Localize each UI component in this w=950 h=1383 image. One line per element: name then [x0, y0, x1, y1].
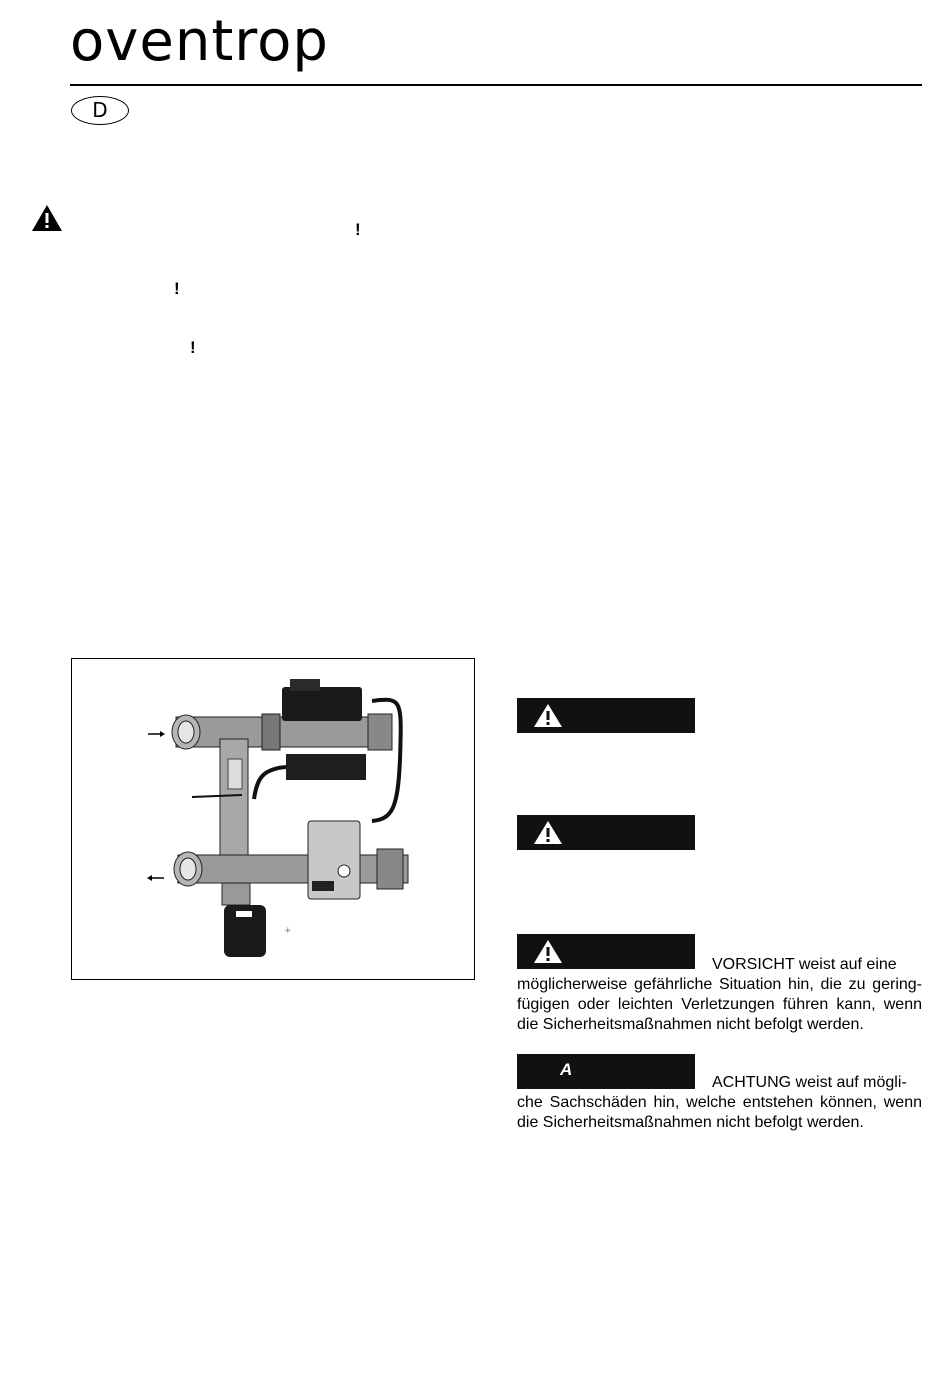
- pump-station-illustration: [72, 659, 474, 979]
- svg-text:+: +: [284, 926, 292, 936]
- product-figure: [71, 658, 475, 980]
- caution-note-text: möglicherweise gefährliche Situation hin, die zu gering-fügigen oder leichten Verletzungen führen kann, wenn die Sicherheitsmaßnahmen nicht befolgt werden.: [517, 976, 922, 1033]
- exclamation-mark: !: [174, 279, 180, 298]
- warning-bar: [517, 698, 695, 733]
- exclamation-mark: !: [355, 220, 361, 239]
- header-rule: [70, 84, 922, 86]
- attention-note-text: che Sachschäden hin, welche entstehen können, wenn die Sicherheitsmaßnahmen nicht befolgt werden.: [517, 1094, 922, 1131]
- caution-note: [517, 955, 922, 1035]
- attention-a-icon: A: [560, 1060, 573, 1079]
- warning-triangle-icon: [31, 204, 63, 232]
- flow-out-arrow: [147, 875, 164, 881]
- warning-triangle-icon: [533, 820, 563, 845]
- language-badge: D: [71, 96, 129, 125]
- warning-bar: [517, 815, 695, 850]
- attention-note: [517, 1073, 922, 1133]
- attention-note-first-line: ACHTUNG weist auf mögli-: [712, 1074, 907, 1091]
- warning-triangle-icon: [533, 703, 563, 728]
- flow-in-arrow: [148, 731, 165, 737]
- caution-note-first-line: VORSICHT weist auf eine: [712, 956, 897, 973]
- brand-logo: oventrop: [70, 9, 329, 74]
- exclamation-mark: !: [190, 338, 196, 357]
